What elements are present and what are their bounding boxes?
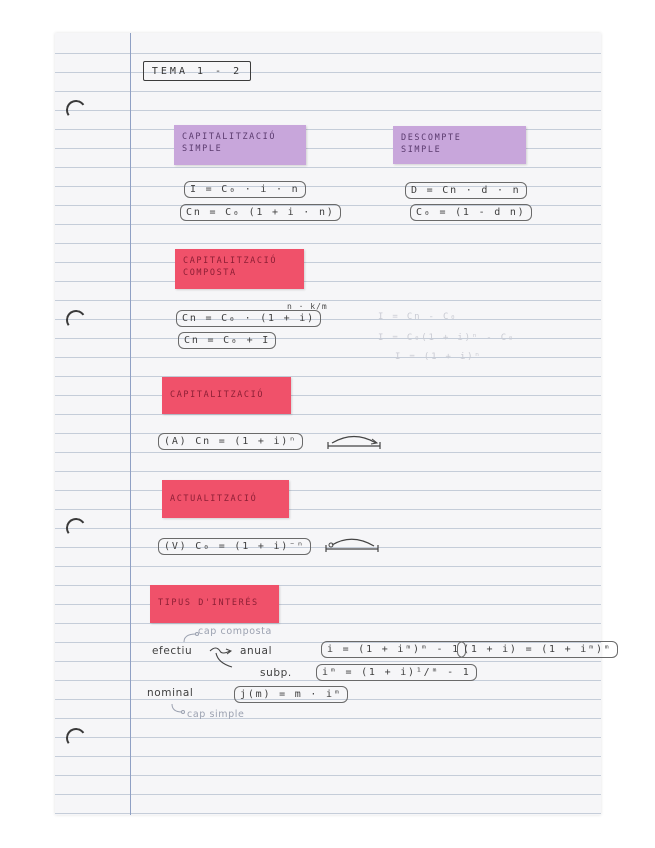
formula-annual-effective: i = (1 + iᵐ)ᵐ - 1 (321, 641, 466, 658)
sticky-actualitzacio: ACTUALITZACIÓ (162, 480, 289, 518)
formula-nominal: j(m) = m · iᵐ (234, 686, 348, 703)
formula-equivalence: (1 + i) = (1 + iᵐ)ᵐ (457, 641, 618, 658)
margin-line (130, 33, 131, 815)
arrow-curve-simple (170, 702, 188, 718)
faint-formula-1: I = Cn - C₀ (378, 312, 458, 322)
arrow-curve-composta (182, 628, 200, 644)
sticky-descompte-simple: DESCOMPTE SIMPLE (393, 126, 526, 164)
formula-compound-exponent: n · k/m (287, 302, 328, 311)
formula-discount-present: C₀ = (1 - d n) (410, 204, 532, 221)
formula-actualization: (V) C₀ = (1 + i)⁻ⁿ (158, 538, 311, 555)
timeline-sketch-forward (324, 430, 384, 450)
note-anual: anual (240, 645, 273, 657)
formula-compound-final: Cn = C₀ · (1 + i) (176, 310, 321, 327)
sticky-tipus-interes: TIPUS D'INTERÉS (150, 585, 279, 623)
timeline-sketch-backward (322, 533, 382, 553)
formula-subperiod: iᵐ = (1 + i)¹/ᵐ - 1 (316, 664, 477, 681)
note-cap-composta: cap composta (198, 626, 272, 637)
page-title: TEMA 1 - 2 (143, 61, 251, 81)
note-nominal: nominal (147, 687, 194, 699)
formula-capitalization: (A) Cn = (1 + i)ⁿ (158, 433, 303, 450)
note-efectiu: efectiu (152, 645, 193, 657)
faint-formula-2: I = C₀(1 + i)ⁿ - C₀ (378, 333, 516, 343)
note-subp: subp. (260, 667, 292, 679)
sticky-capitalitzacio-composta: CAPITALITZACIÓ COMPOSTA (175, 249, 304, 289)
sticky-capitalitzacio: CAPITALITZACIÓ (162, 377, 291, 414)
sticky-capitalitzacio-simple: CAPITALITZACIÓ SIMPLE (174, 125, 306, 165)
formula-compound-sum: Cn = C₀ + I (178, 332, 276, 349)
formula-simple-final: Cn = C₀ (1 + i · n) (180, 204, 341, 221)
faint-formula-3: I = (1 + i)ⁿ (395, 352, 482, 362)
formula-discount: D = Cn · d · n (405, 182, 527, 199)
branch-arrow (208, 643, 236, 671)
note-cap-simple: cap simple (187, 709, 245, 720)
formula-simple-interest: I = C₀ · i · n (184, 181, 306, 198)
